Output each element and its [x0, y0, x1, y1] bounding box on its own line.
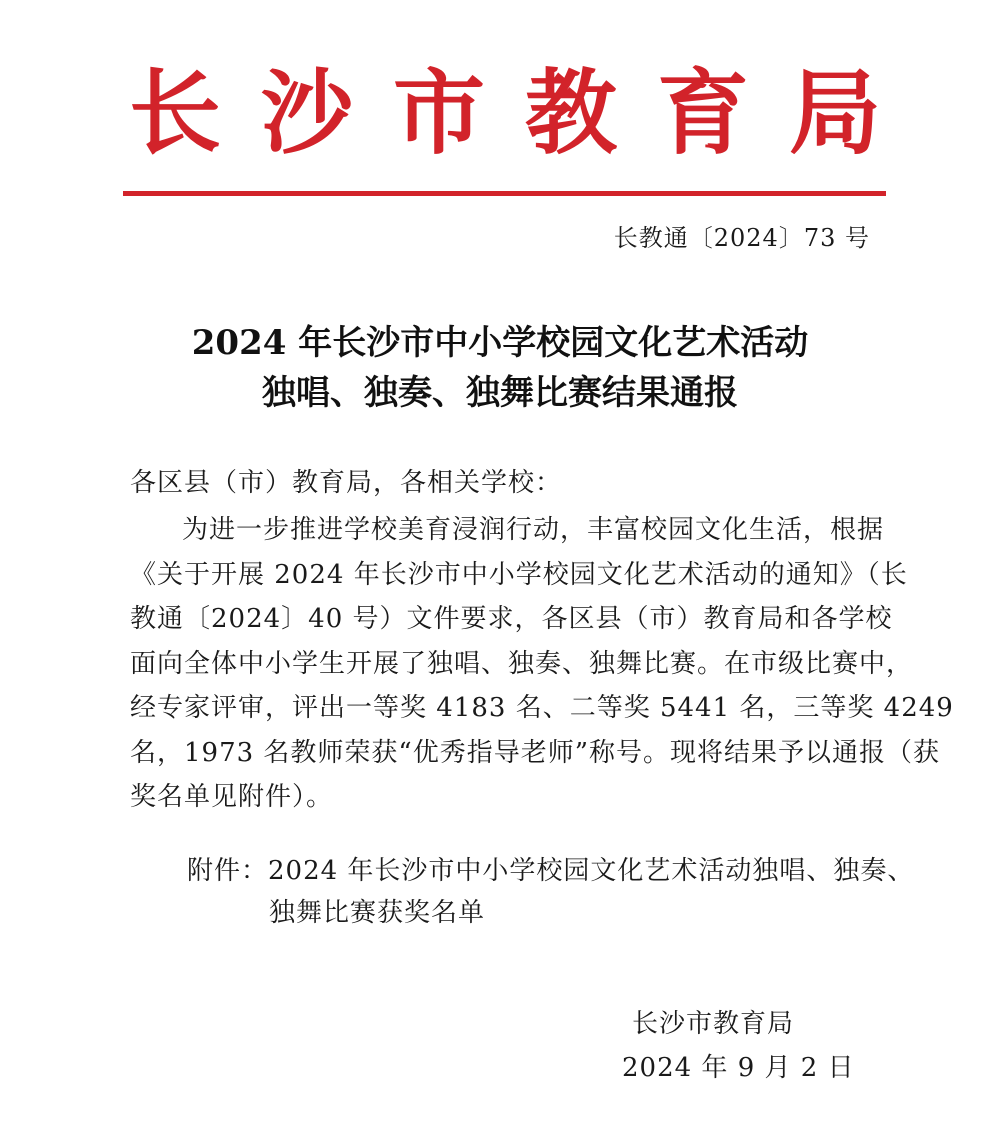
signature-block — [560, 1002, 880, 1090]
title-line-1: 2024 年长沙市中小学校园文化艺术活动 — [191, 323, 809, 363]
attachment-note — [187, 850, 915, 934]
letterhead-char: 市 — [392, 59, 485, 167]
salutation: 各区县（市）教育局，各相关学校： — [130, 468, 563, 498]
letterhead-title — [120, 58, 890, 168]
letterhead-char: 局 — [788, 59, 881, 167]
letterhead-red-rule — [123, 191, 886, 196]
letterhead-char: 沙 — [260, 59, 353, 167]
title-line-2: 独唱、独奏、独舞比赛结果通报 — [262, 373, 738, 413]
letterhead-char: 教 — [524, 59, 617, 167]
body-paragraph — [130, 508, 954, 820]
body-line: 为进一步推进学校美育浸润行动，丰富校园文化生活，根据 — [182, 515, 885, 545]
attachment-line-1: 附件：2024 年长沙市中小学校园文化艺术活动独唱、独奏、 — [187, 856, 915, 886]
body-line: 奖名单见附件）。 — [130, 782, 334, 812]
document-number: 长教通〔2024〕73 号 — [613, 224, 870, 252]
letterhead-char: 育 — [656, 59, 749, 167]
body-line: 名，1973 名教师荣获“优秀指导老师”称号。现将结果予以通报（获 — [130, 737, 941, 768]
letterhead-char: 长 — [128, 59, 221, 167]
signature-date: 2024 年 9 月 2 日 — [622, 1053, 855, 1083]
document-title — [100, 318, 900, 418]
body-line: 《关于开展 2024 年长沙市中小学校园文化艺术活动的通知》（长 — [130, 559, 908, 590]
body-line: 教通〔2024〕40 号）文件要求，各区县（市）教育局和各学校 — [130, 604, 893, 634]
attachment-line-2: 独舞比赛获奖名单 — [269, 898, 486, 928]
signature-organization: 长沙市教育局 — [632, 1009, 795, 1039]
body-line: 经专家评审，评出一等奖 4183 名、二等奖 5441 名，三等奖 4249 — [130, 693, 954, 723]
body-line: 面向全体中小学生开展了独唱、独奏、独舞比赛。在市级比赛中， — [130, 648, 914, 679]
